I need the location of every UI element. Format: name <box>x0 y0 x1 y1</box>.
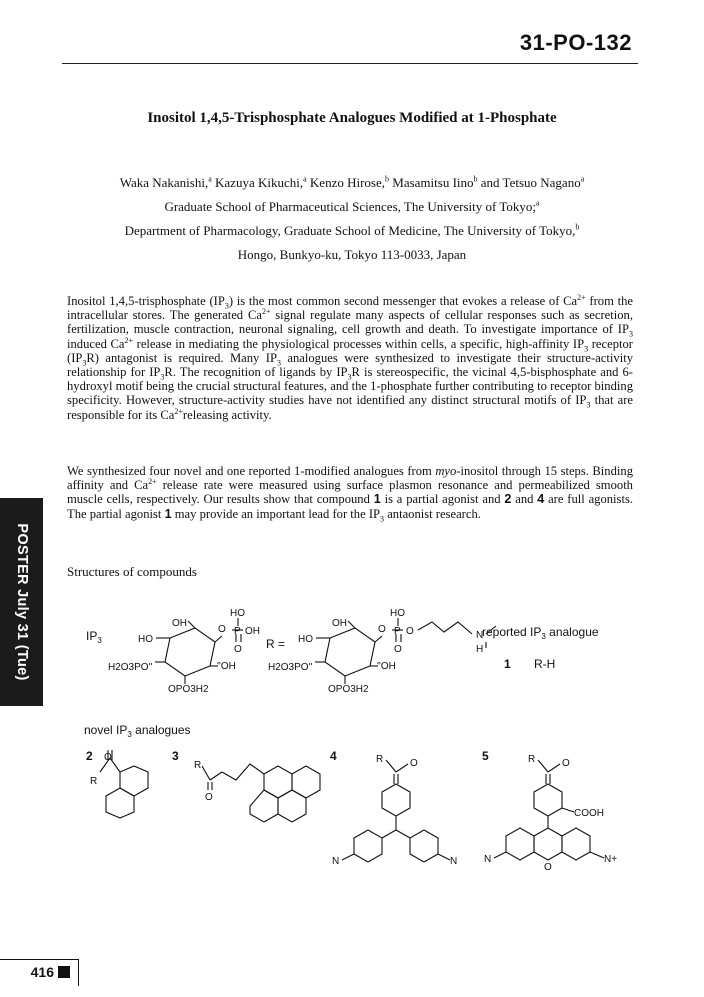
affiliation-mark: b <box>385 174 390 184</box>
atom-label: HO <box>138 634 153 645</box>
r-equals-label: R = <box>266 637 286 651</box>
results-paragraph: We synthesized four novel and one reported 1-modified analogues from myo-inositol through 15 steps. Binding affinity and $Ca^{2+}$ release rate were measured using surface plasmon resonance and permeabilized smooth muscle cells, respectively. Our results show that compound 1 is a partial agonist and 2 and 4 are full agonists. The partial agonist 1 may provide an important lead for the $IP_3$ antaonist research. <box>67 464 633 524</box>
poster-date-tab <box>0 498 43 706</box>
structures-figure <box>60 596 650 896</box>
atom-label: H <box>476 644 484 655</box>
author-name: and Tetsuo Nagano <box>480 175 581 190</box>
affiliation-mark: a <box>208 174 212 184</box>
atom-label: O <box>562 758 570 769</box>
figure-heading: Structures of compounds <box>67 564 197 579</box>
atom-label: O <box>544 862 552 873</box>
compound-number: 2 <box>86 749 93 763</box>
affiliation-mark: a <box>580 174 585 184</box>
atom-label: HO <box>390 608 405 619</box>
atom-label: R <box>376 754 384 765</box>
header-rule <box>62 63 638 64</box>
atom-label: N <box>484 854 492 865</box>
atom-label: N+ <box>604 854 618 865</box>
abstract-paragraph: Inositol 1,4,5-trisphosphate $(IP_3)$ is the most common second messenger that evokes a release of $Ca^{2+}$ from the intracellular stores. The generated $Ca^{2+}$ signal regulate many aspects of cellular responses such as secretion, fertilization, muscle contraction, neuronal signaling, cell growth and death. To investigate importance of $IP_3$ induced $Ca^{2+}$ release in mediating the physiological processes within cells, a specific, high-affinity $IP_3$ receptor $(IP_3R)$ antagonist is required. Many $IP_3$ analogues were synthesized to investigate their structure-activity relationship for $IP_3R$. The recognition of ligands by $IP_3R$ is stereospecific, the vicinal 4,5-bisphosphate and 6-hydroxyl motif being the crucial structural features, and the 1-phosphate further contributing to receptor binding specificity. However, structure-activity studies have not identified any distinct structural motifs of $IP_3$ that are responsible for its $Ca^{2+}releasing$ activity. <box>67 292 633 422</box>
compound-number: 3 <box>172 749 179 763</box>
author-name: Kenzo Hirose, <box>309 175 386 190</box>
affiliation-mark: a <box>535 198 540 208</box>
atom-label: O <box>234 644 242 655</box>
atom-label: COOH <box>574 808 604 819</box>
compound-number: 5 <box>482 749 489 763</box>
atom-label: N <box>332 856 340 867</box>
atom-label: R <box>194 760 202 771</box>
page-number: 416 <box>30 964 54 980</box>
atom-label: O <box>104 752 112 763</box>
atom-label: N <box>476 630 484 641</box>
square-marker-icon <box>58 966 70 978</box>
atom-label: OH <box>172 618 187 629</box>
atom-label: R <box>528 754 536 765</box>
ip3-label: $IP_3$ <box>86 629 102 645</box>
affiliation-1 <box>0 199 704 215</box>
atom-label: ''OH <box>217 661 236 672</box>
inositol-ring <box>165 628 215 676</box>
atom-label: O <box>406 626 414 637</box>
atom-label: P <box>394 626 401 637</box>
atom-label: OPO3H2 <box>328 684 369 695</box>
author-line <box>0 175 704 191</box>
affiliation-mark: a <box>303 174 307 184</box>
novel-label: novel $IP_3$ analogues <box>84 723 191 739</box>
reported-label: reported $IP_3$ analogue <box>482 625 599 641</box>
atom-label: O <box>205 792 213 803</box>
atom-label: HO <box>298 634 313 645</box>
affiliation-address: Hongo, Bunkyo-ku, Tokyo 113-0033, Japan <box>237 247 467 262</box>
atom-label: OH <box>332 618 347 629</box>
author-name: Masamitsu Iino <box>392 175 474 190</box>
atom-label: P <box>234 626 241 637</box>
affiliation-2 <box>0 223 704 239</box>
atom-label: N <box>450 856 458 867</box>
atom-label: H2O3PO'' <box>268 662 313 673</box>
author-name: Waka Nakanishi, <box>119 175 209 190</box>
atom-label: O <box>394 644 402 655</box>
affiliation-mark: b <box>575 222 580 232</box>
reported-r: R-H <box>534 657 556 671</box>
atom-label: H2O3PO'' <box>108 662 153 673</box>
atom-label: O <box>410 758 418 769</box>
atom-label: HO <box>230 608 245 619</box>
atom-label: O <box>218 624 226 635</box>
inositol-ring-r <box>325 628 375 676</box>
paper-title: Inositol 1,4,5-Trisphosphate Analogues Modified at 1-Phosphate <box>147 110 557 126</box>
atom-label: ''OH <box>377 661 396 672</box>
atom-label: OH <box>245 626 260 637</box>
atom-label: OPO3H2 <box>168 684 209 695</box>
affiliation-text: Department of Pharmacology, Graduate School of Medicine, The University of Tokyo, <box>124 223 576 238</box>
author-name: Kazuya Kikuchi, <box>215 175 304 190</box>
atom-label: O <box>378 624 386 635</box>
compound-number: 4 <box>330 749 337 763</box>
page-number-box <box>0 959 79 986</box>
affiliation-mark: b <box>473 174 478 184</box>
atom-label: R <box>90 776 98 787</box>
poster-date-label: POSTER July 31 (Tue) <box>13 523 30 681</box>
affiliation-text: Graduate School of Pharmaceutical Sciences, The University of Tokyo; <box>164 199 536 214</box>
poster-code: 31-PO-132 <box>519 30 632 55</box>
compound-number: 1 <box>504 657 511 671</box>
